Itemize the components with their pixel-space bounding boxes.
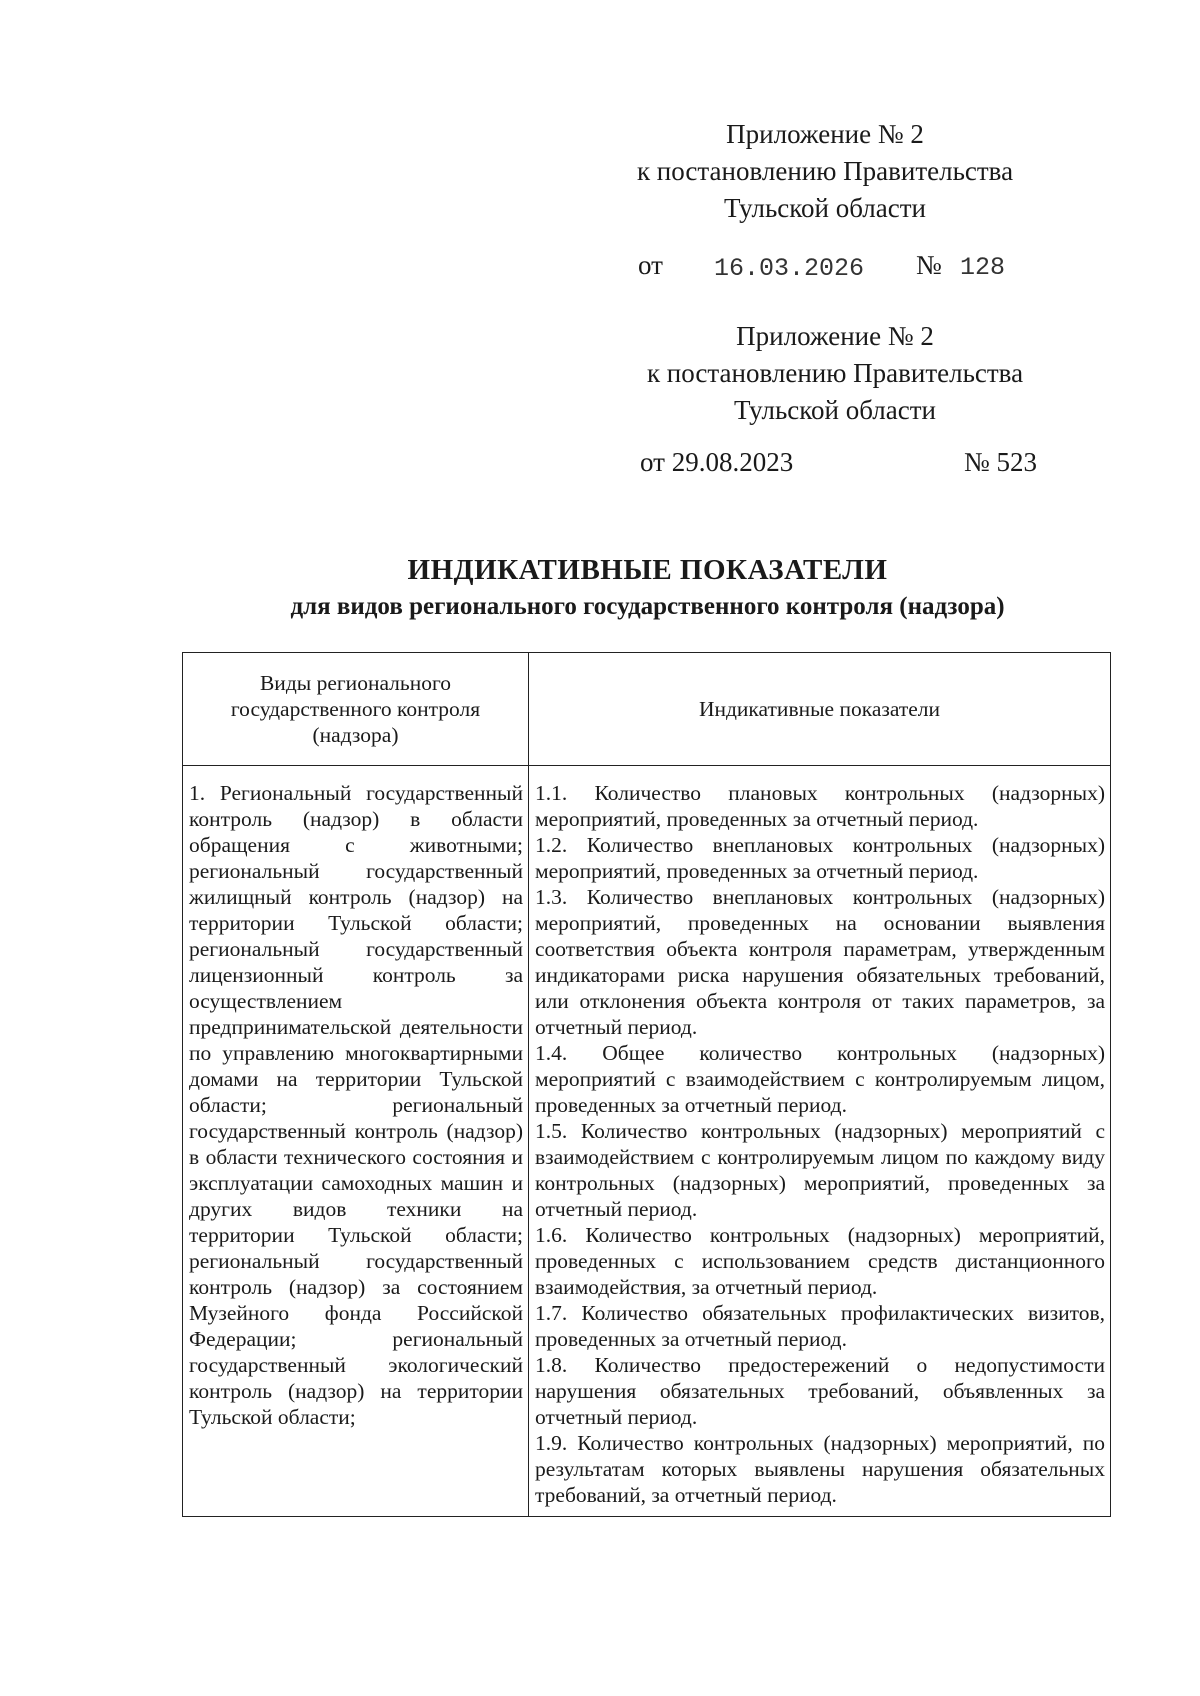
new-number-stamp: 128 — [960, 253, 1006, 282]
new-appendix-line-2: к постановлению Правительства — [636, 156, 1014, 186]
indicator-item: 1.4. Общее количество контрольных (надзорных) мероприятий с взаимодействием с контролируемым лицом, проведенных за отчетный период. — [535, 1041, 1105, 1117]
document-subtitle: для видов регионального государственного контроля (надзора) — [290, 593, 1005, 620]
old-appendix-line-2: к постановлению Правительства — [646, 358, 1024, 388]
new-appendix-header — [610, 116, 1040, 227]
indicator-item: 1.8. Количество предостережений о недопустимости нарушения обязательных требований, объявленных за отчетный период. — [535, 1353, 1105, 1429]
old-appendix-line-1: Приложение № 2 — [736, 321, 934, 351]
indicator-item: 1.3. Количество внеплановых контрольных (надзорных) мероприятий, проведенных на основании выявления соответствия объекта контроля параметрам, утвержденным индикаторами риска нарушения обязательных требований, или отклонения объекта контроля от таких параметров, за отчетный период. — [535, 885, 1105, 1039]
indicators-table — [182, 652, 1111, 1517]
old-appendix-line-3: Тульской области — [734, 395, 936, 425]
document-title: ИНДИКАТИВНЫЕ ПОКАЗАТЕЛИ — [407, 554, 888, 586]
control-types-cell: 1. Региональный государственный контроль (надзор) в области обращения с животными; региональный государственный жилищный контроль (надзор) на территории Тульской области; региональный государственный лицензионный контроль за осуществлением предпринимательской деятельности по управлению многоквартирными домами на территории Тульской области; региональный государственный контроль (надзор) в области технического состояния и эксплуатации самоходных машин и других видов техники на территории Тульской области; региональный государственный контроль (надзор) за состоянием Музейного фонда Российской Федерации; региональный государственный экологический контроль (надзор) на территории Тульской области; — [183, 766, 529, 1517]
indicator-item: 1.2. Количество внеплановых контрольных (надзорных) мероприятий, проведенных за отчетный период. — [535, 833, 1105, 883]
new-date-prefix: от — [638, 250, 663, 280]
old-date-line: от 29.08.2023 — [640, 447, 794, 477]
table-row — [183, 766, 1111, 1517]
indicator-item: 1.7. Количество обязательных профилактических визитов, проведенных за отчетный период. — [535, 1301, 1105, 1351]
old-number-line: № 523 — [964, 447, 1038, 477]
indicator-item: 1.1. Количество плановых контрольных (надзорных) мероприятий, проведенных за отчетный период. — [535, 781, 1105, 831]
new-appendix-line-1: Приложение № 2 — [726, 119, 924, 149]
indicator-item: 1.5. Количество контрольных (надзорных) мероприятий с взаимодействием с контролируемым лицом по каждому виду контрольных (надзорных) мероприятий, проведенных за отчетный период. — [535, 1119, 1105, 1221]
new-date-stamp: 16.03.2026 — [714, 254, 865, 283]
indicator-item: 1.9. Количество контрольных (надзорных) мероприятий, по результатам которых выявлены нарушения обязательных требований, за отчетный период. — [535, 1431, 1105, 1507]
old-appendix-header — [620, 318, 1050, 429]
col-header-control-types: Виды регионального государственного контроля (надзора) — [183, 653, 529, 766]
table-header-row — [183, 653, 1111, 766]
indicators-cell — [529, 766, 1111, 1517]
new-number-prefix: № — [916, 250, 942, 280]
col-header-indicators: Индикативные показатели — [529, 653, 1111, 766]
indicator-item: 1.6. Количество контрольных (надзорных) мероприятий, проведенных с использованием средств дистанционного взаимодействия, за отчетный период. — [535, 1223, 1105, 1299]
new-appendix-line-3: Тульской области — [724, 193, 926, 223]
